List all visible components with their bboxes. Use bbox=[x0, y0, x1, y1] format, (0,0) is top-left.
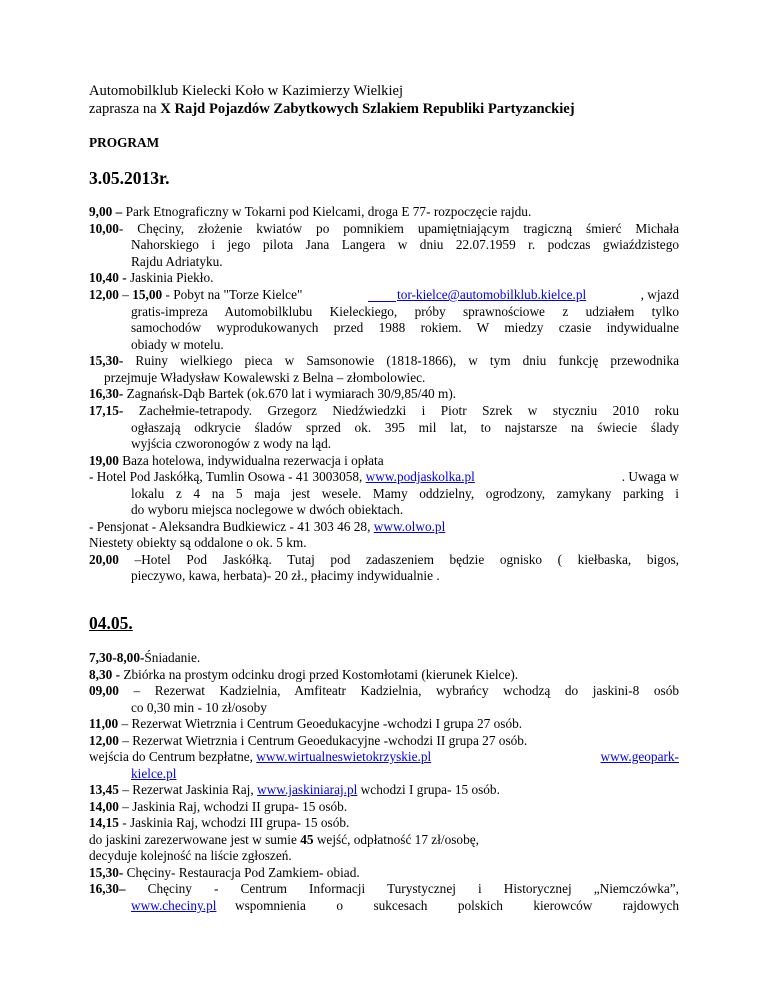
day2-date: 04.05. bbox=[89, 613, 133, 633]
time: 14,00 bbox=[89, 799, 119, 814]
day2-item-4 bbox=[89, 716, 522, 733]
organizer-line: Automobilklub Kielecki Koło w Kazimierzy Wielkiej bbox=[89, 83, 404, 99]
time: 20,00 bbox=[89, 552, 119, 567]
day1-item-6 bbox=[89, 386, 456, 403]
time: 15,30- bbox=[89, 865, 124, 880]
time: 7,30-8,00- bbox=[89, 650, 145, 665]
distance-note: Niestety obiekty są oddalone o ok. 5 km. bbox=[89, 535, 307, 550]
entry-note-text: wejścia do Centrum bezpłatne, bbox=[89, 749, 257, 764]
desc: – Rezerwat Jaskinia Raj, bbox=[118, 782, 258, 797]
day2-item-8 bbox=[89, 815, 349, 832]
geopark-link[interactable]: www.geopark- bbox=[600, 749, 679, 764]
time: 10,00 bbox=[89, 221, 119, 236]
desc: Baza hotelowa, indywidualna rezerwacja i opłata bbox=[118, 453, 384, 468]
hotel-1-cont: lokalu z 4 na 5 maja jest wesele. Mamy oddzielny, ogrodzony, zamykany parking i bbox=[131, 486, 679, 501]
desc: Zagnańsk-Dąb Bartek (ok.670 lat i wymiarach 30/9,85/40 m). bbox=[123, 386, 457, 401]
day1-item-1 bbox=[89, 204, 531, 221]
reservation-count: 45 bbox=[300, 832, 314, 847]
hotel-1 bbox=[89, 469, 475, 486]
reservation-note bbox=[89, 832, 479, 849]
invitation-prefix: zaprasza na bbox=[89, 101, 161, 117]
hotel-1-text: - Hotel Pod Jaskółką, Tumlin Osowa - 41 3003058, bbox=[89, 469, 366, 484]
time: 17,15- bbox=[89, 403, 124, 418]
rally-title: X Rajd Pojazdów Zabytkowych Szlakiem Republiki Partyzanckiej bbox=[160, 101, 575, 117]
desc: - Jaskinia Raj, wchodzi III grupa- 15 osób. bbox=[118, 815, 350, 830]
dash: – bbox=[118, 287, 133, 302]
hotel-2-text: - Pensjonat - Aleksandra Budkiewicz - 41 303 46 28, bbox=[89, 519, 374, 534]
day1-item-7-cont: ogłaszają odkrycie śladów sprzed ok. 395 mil lat, to najstarsze na świecie ślady bbox=[131, 420, 679, 435]
email-link[interactable]: tor-kielce@automobilklub.kielce.pl bbox=[397, 287, 587, 302]
time: 9,00 – bbox=[89, 204, 123, 219]
hotel-2 bbox=[89, 519, 445, 536]
day2-item-6 bbox=[89, 782, 500, 799]
reservation-price: wejść, odpłatność 17 zł/osobę, bbox=[313, 832, 479, 847]
day1-item-2 bbox=[89, 221, 679, 238]
day2-item-9 bbox=[89, 865, 360, 882]
desc: Zbiórka na prostym odcinku drogi przed Kostomłotami (kierunek Kielce). bbox=[120, 667, 519, 682]
time: 19,00 bbox=[89, 453, 119, 468]
day2-item-5 bbox=[89, 733, 527, 750]
time: 15,30- bbox=[89, 353, 124, 368]
day2-item-3 bbox=[89, 683, 679, 700]
day1-item-5-cont: przejmuje Władysław Kowalewski z Belna – złombolowiec. bbox=[104, 370, 426, 385]
desc: - Chęciny, złożenie kwiatów po pomnikiem upamiętniającym tragiczną śmierć Michała bbox=[118, 221, 679, 236]
day1-item-9-cont: pieczywo, kawa, herbata)- 20 zł., płacimy indywidualnie . bbox=[131, 568, 440, 583]
day2-item-7 bbox=[89, 799, 347, 816]
time: 10,40 - bbox=[89, 270, 127, 285]
desc: - Pobyt na "Torze Kielce" bbox=[162, 287, 303, 302]
time: 09,00 bbox=[89, 683, 119, 698]
day1-item-7-cont2: wyjścia czworonogów z wody na ląd. bbox=[131, 436, 332, 451]
day1-item-5 bbox=[89, 353, 679, 370]
desc: Śniadanie. bbox=[144, 650, 201, 665]
program-heading: PROGRAM bbox=[89, 135, 160, 150]
desc: – Rezerwat Wietrznia i Centrum Geoedukacyjne -wchodzi I grupa 27 osób. bbox=[118, 716, 523, 731]
desc-tail: wchodzi I grupa- 15 osób. bbox=[357, 782, 500, 797]
time: 12,00 bbox=[89, 733, 119, 748]
day2-item-10 bbox=[89, 881, 679, 898]
wirtualneswietokrzyskie-link[interactable]: www.wirtualneswietokrzyskie.pl bbox=[256, 749, 432, 764]
desc: Jaskinia Piekło. bbox=[126, 270, 214, 285]
time: 16,30- bbox=[89, 386, 124, 401]
day1-date: 3.05.2013r. bbox=[89, 168, 170, 188]
day1-item-3 bbox=[89, 270, 213, 287]
day1-item-4-tail: , wjazd bbox=[640, 287, 679, 302]
day1-item-8 bbox=[89, 453, 384, 470]
day1-item-4-cont2: samochodów wyprodukowanych przed 1988 rokiem. W miedzy czasie indywidualne bbox=[131, 320, 679, 335]
time: 13,45 bbox=[89, 782, 119, 797]
time: 8,30 - bbox=[89, 667, 121, 682]
time-start: 12,00 bbox=[89, 287, 119, 302]
invitation-line bbox=[89, 100, 575, 118]
time-end: 15,00 bbox=[132, 287, 163, 302]
desc: Park Etnograficzny w Tokarni pod Kielcami, droga E 77- rozpoczęcie rajdu. bbox=[122, 204, 532, 219]
desc: Chęciny- Restauracja Pod Zamkiem- obiad. bbox=[123, 865, 360, 880]
day1-item-2-cont: Nahorskiego i jego pilota Jana Langera w dniu 22.07.1959 r. podczas gwiaździstego bbox=[131, 237, 679, 252]
entry-note bbox=[89, 749, 431, 766]
desc: – Rezerwat Kadzielnia, Amfiteatr Kadzielnia, wybrańcy wchodzą do jaskini-8 osób bbox=[118, 683, 679, 698]
day1-item-4 bbox=[89, 287, 302, 304]
day1-item-2-cont2: Rajdu Adriatyku. bbox=[131, 254, 223, 269]
day2-item-2 bbox=[89, 667, 518, 684]
time: 11,00 bbox=[89, 716, 119, 731]
checiny-link[interactable]: www.checiny.pl bbox=[131, 898, 217, 913]
day1-item-4-cont: gratis-impreza Automobilklubu Kieleckiego, próby sprawnościowe z udziałem tylko bbox=[131, 304, 679, 319]
day1-item-9 bbox=[89, 552, 679, 569]
hotel-1-tail: . Uwaga w bbox=[621, 469, 679, 484]
olwo-link[interactable]: www.olwo.pl bbox=[373, 519, 446, 534]
time: 14,15 bbox=[89, 815, 119, 830]
day1-item-4-cont3: obiady w motelu. bbox=[131, 337, 224, 352]
jaskiniaraj-link[interactable]: www.jaskiniaraj.pl bbox=[257, 782, 358, 797]
reservation-note-cont: decyduje kolejność na liście zgłoszeń. bbox=[89, 848, 292, 863]
day2-item-10-cont bbox=[131, 898, 216, 915]
desc: Zachełmie-tetrapody. Grzegorz Niedźwiedzki i Piotr Szrek w styczniu 2010 roku bbox=[123, 403, 679, 418]
reservation-text: do jaskini zarezerwowane jest w sumie bbox=[89, 832, 301, 847]
desc: Chęciny - Centrum Informacji Turystycznej i Historycznej „Niemczówka”, bbox=[125, 881, 679, 896]
time: 16,30– bbox=[89, 881, 126, 896]
day2-item-10-cont-text: wspomnienia o sukcesach polskich kierowców rajdowych bbox=[235, 898, 679, 913]
desc: – Jaskinia Raj, wchodzi II grupa- 15 osób. bbox=[118, 799, 348, 814]
day2-item-3-cont: co 0,30 min - 10 zł/osoby bbox=[131, 700, 267, 715]
day2-item-1 bbox=[89, 650, 200, 667]
desc: –Hotel Pod Jaskółką. Tutaj pod zadaszeniem będzie ognisko ( kiełbaska, bigos, bbox=[118, 552, 679, 567]
hotel-1-cont2: do wyboru miejsca noclegowe w dwóch obiektach. bbox=[131, 502, 404, 517]
desc: Ruiny wielkiego pieca w Samsonowie (1818-1866), w tym dniu funkcję przewodnika bbox=[123, 353, 679, 368]
desc: – Rezerwat Wietrznia i Centrum Geoedukacyjne -wchodzi II grupa 27 osób. bbox=[118, 733, 528, 748]
link-underline-gap bbox=[368, 287, 396, 302]
day1-item-7 bbox=[89, 403, 679, 420]
geopark-link-cont[interactable]: kielce.pl bbox=[131, 766, 177, 781]
podjaskolka-link[interactable]: www.podjaskolka.pl bbox=[365, 469, 475, 484]
